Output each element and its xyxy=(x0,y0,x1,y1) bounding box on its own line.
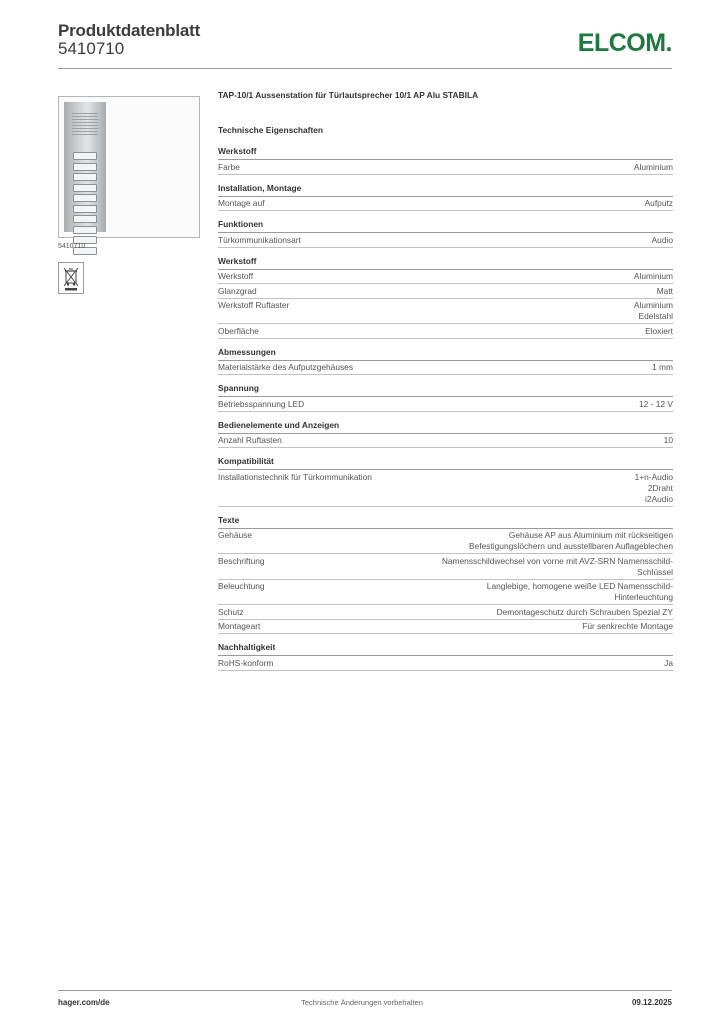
property-name: Farbe xyxy=(218,161,240,172)
property-name: Beleuchtung xyxy=(218,581,265,591)
property-row xyxy=(218,299,673,325)
property-value: Namensschildwechsel von vorne mit AVZ-SRN Namensschild- Schlüssel xyxy=(441,555,673,577)
property-value: Aluminium xyxy=(633,271,673,281)
call-button xyxy=(73,184,97,192)
image-caption: 5410710 xyxy=(58,243,86,250)
call-button xyxy=(73,163,97,171)
property-row xyxy=(218,470,673,507)
property-value: Eloxiert xyxy=(645,325,673,336)
property-name: Schutz xyxy=(218,606,244,617)
property-name: Werkstoff Ruftaster xyxy=(218,300,290,310)
property-sections xyxy=(218,146,673,671)
property-row xyxy=(218,284,673,299)
property-section xyxy=(218,347,673,376)
property-row xyxy=(218,554,673,580)
property-row xyxy=(218,233,673,248)
property-value: Langlebige, homogene weiße LED Namensschild- Hinterleuchtung xyxy=(486,581,673,602)
section-title: Spannung xyxy=(218,383,673,397)
footer-date: 09.12.2025 xyxy=(631,998,672,1007)
property-value: Demontageschutz durch Schrauben Spezial ZY xyxy=(496,606,673,617)
property-section xyxy=(218,383,673,412)
property-value: 1+n-Audio 2Draht i2Audio xyxy=(634,471,673,504)
call-button xyxy=(73,152,97,160)
call-button xyxy=(73,226,97,234)
property-value: Für senkrechte Montage xyxy=(582,621,673,631)
section-title: Nachhaltigkeit xyxy=(218,642,673,656)
property-value: Aufputz xyxy=(644,198,673,208)
crossed-out-wheelie-bin-icon xyxy=(58,262,84,294)
property-value: Ja xyxy=(664,657,673,668)
property-name: Betriebsspannung LED xyxy=(218,398,305,409)
property-section xyxy=(218,515,673,635)
call-button xyxy=(73,194,97,202)
property-name: Türkommunikationsart xyxy=(218,234,301,245)
property-row xyxy=(218,270,673,285)
property-row xyxy=(218,434,673,449)
product-image xyxy=(58,96,200,238)
call-button xyxy=(73,215,97,223)
property-row xyxy=(218,620,673,635)
property-name: Glanzgrad xyxy=(218,285,257,296)
property-name: Installationstechnik für Türkommunikation xyxy=(218,471,372,482)
property-row xyxy=(218,605,673,620)
property-value: 1 mm xyxy=(652,362,673,372)
property-section xyxy=(218,642,673,671)
section-title: Werkstoff xyxy=(218,146,673,160)
property-row xyxy=(218,580,673,606)
property-row xyxy=(218,529,673,555)
property-section xyxy=(218,420,673,449)
property-value: Audio xyxy=(651,234,673,245)
property-name: Materialstärke des Aufputzgehäuses xyxy=(218,362,354,372)
speaker-grille xyxy=(72,111,98,135)
property-section xyxy=(218,256,673,339)
footer-notice: Technische Änderungen vorbehalten xyxy=(301,998,423,1007)
property-row xyxy=(218,361,673,376)
door-station-panel xyxy=(64,102,106,232)
property-value: 12 - 12 V xyxy=(639,398,673,409)
call-button xyxy=(73,173,97,181)
property-name: Montage auf xyxy=(218,198,265,208)
elcom-logo: ELCOM. xyxy=(577,29,672,57)
section-title: Kompatibilität xyxy=(218,456,673,470)
section-title: Werkstoff xyxy=(218,256,673,270)
property-section xyxy=(218,146,673,175)
property-name: RoHS-konform xyxy=(218,657,274,668)
property-name: Montageart xyxy=(218,621,261,631)
footer-website: hager.com/de xyxy=(58,998,110,1007)
property-section xyxy=(218,183,673,212)
property-name: Werkstoff xyxy=(218,271,254,281)
product-details xyxy=(218,90,673,679)
property-row xyxy=(218,324,673,339)
property-row xyxy=(218,160,673,175)
property-section xyxy=(218,456,673,507)
header-divider xyxy=(58,68,672,69)
property-name: Beschriftung xyxy=(218,555,265,566)
call-button-column xyxy=(73,152,97,257)
property-value: Aluminium xyxy=(633,161,673,172)
article-number: 5410710 xyxy=(58,39,125,58)
property-value: Aluminium Edelstahl xyxy=(633,300,673,321)
property-value: Gehäuse AP aus Aluminium mit rückseitigen Befestigungslöchern und ausstellbaren Auflageblechen xyxy=(469,530,673,551)
properties-heading: Technische Eigenschaften xyxy=(218,125,324,135)
property-row xyxy=(218,397,673,412)
section-title: Installation, Montage xyxy=(218,183,673,197)
call-button xyxy=(73,205,97,213)
property-name: Oberfläche xyxy=(218,325,259,336)
property-section xyxy=(218,219,673,248)
section-title: Bedienelemente und Anzeigen xyxy=(218,420,673,434)
property-row xyxy=(218,197,673,212)
section-title: Texte xyxy=(218,515,673,529)
property-name: Gehäuse xyxy=(218,530,252,540)
page-title: Produktdatenblatt xyxy=(58,21,201,40)
footer-divider xyxy=(58,990,672,991)
property-value: 10 xyxy=(663,435,673,445)
product-title: TAP-10/1 Aussenstation für Türlautsprecher 10/1 AP Alu STABILA xyxy=(218,90,479,100)
property-name: Anzahl Ruftasten xyxy=(218,435,282,445)
property-value: Matt xyxy=(656,285,673,296)
section-title: Funktionen xyxy=(218,219,673,233)
property-row xyxy=(218,656,673,671)
section-title: Abmessungen xyxy=(218,347,673,361)
